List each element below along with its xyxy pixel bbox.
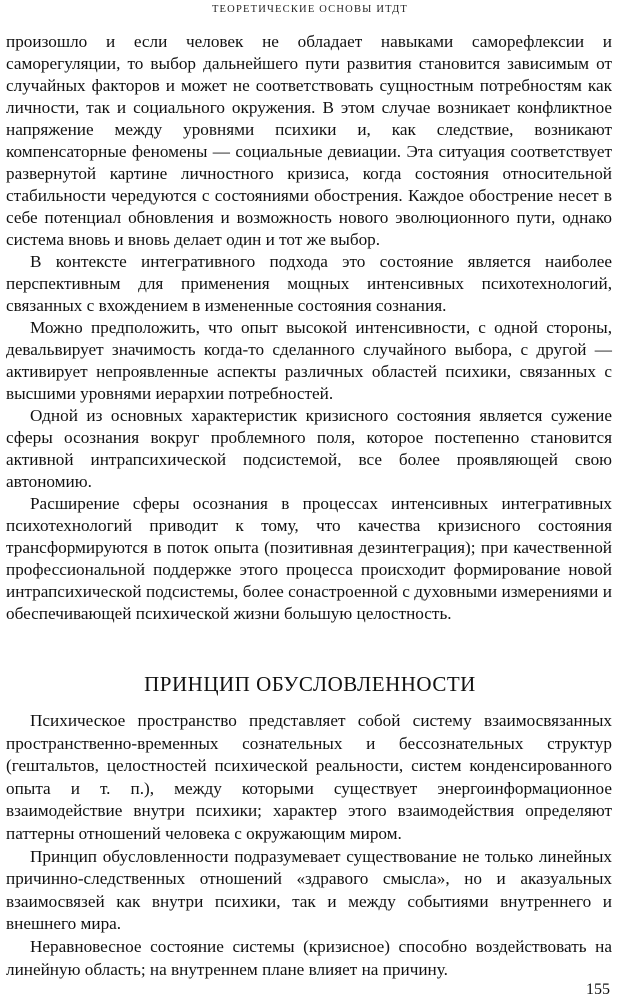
- page-number: 155: [586, 981, 610, 998]
- paragraph-5: Расширение сферы осознания в процессах интенсивных интегративных психотехнологий приводит к тому, что качества кризисного состояния трансформируются в поток опыта (позитивная дезинтеграция); при качественной профессиональной поддержке этого процесса происходит формирование новой интрапсихической подсистемы, более сонастроенной с духовными измерениями и обеспечивающей психической жизни большую целостность.: [6, 494, 612, 623]
- section-heading: ПРИНЦИП ОБУСЛОВЛЕННОСТИ: [144, 672, 476, 696]
- running-head: ТЕОРЕТИЧЕСКИЕ ОСНОВЫ ИТДТ: [211, 4, 409, 15]
- section-body: [6, 710, 612, 981]
- section-paragraph-3: Неравновесное состояние системы (кризисное) способно воздействовать на линейную область; на внутреннем плане влияет на причину.: [6, 936, 612, 979]
- paragraph-3: Можно предположить, что опыт высокой интенсивности, с одной стороны, девальвирует значимость когда-то сделанного случайного выбора, с другой — активирует непроявленные аспекты различных областей психики, связанных с высшими уровнями иерархии потребностей.: [6, 318, 612, 403]
- paragraph-2: В контексте интегративного подхода это состояние является наиболее перспективным для применения мощных интенсивных психотехнологий, связанных с вхождением в измененные состояния сознания.: [6, 252, 612, 315]
- section-paragraph-2: Принцип обусловленности подразумевает существование не только линейных причинно-следственных отношений «здравого смысла», но и аказуальных взаимосвязей как внутри психики, так и между событиями внутреннего и внешнего мира.: [6, 846, 612, 934]
- section-paragraph-1: Психическое пространство представляет собой систему взаимосвязанных пространственно-временных сознательных и бессознательных структур (гештальтов, целостностей психической реальности, систем конденсированного опыта и т. п.), между которыми существует энергоинформационное взаимодействие внутри психики; характер этого взаимодействия определяют паттерны отношений человека с окружающим миром.: [6, 711, 612, 843]
- paragraph-1: произошло и если человек не обладает навыками саморефлексии и саморегуляции, то выбор дальнейшего пути развития становится зависимым от случайных факторов и может не соответствовать сущностным потребностям как личности, так и социального окружения. В этом случае возникает конфликтное напряжение между уровнями психики и, как следствие, возникают компенсаторные феномены — социальные девиации. Эта ситуация соответствует развернутой картине личностного кризиса, когда состояния относительной стабильности чередуются с состояниями обострения. Каждое обострение несет в себе потенциал обновления и возможность нового эволюционного пути, однако система вновь и вновь делает один и тот же выбор.: [6, 32, 612, 249]
- paragraph-4: Одной из основных характеристик кризисного состояния является сужение сферы осознания вокруг проблемного поля, которое постепенно становится активной интрапсихической подсистемой, все более проявляющей свою автономию.: [6, 406, 612, 491]
- body-text: [6, 31, 612, 625]
